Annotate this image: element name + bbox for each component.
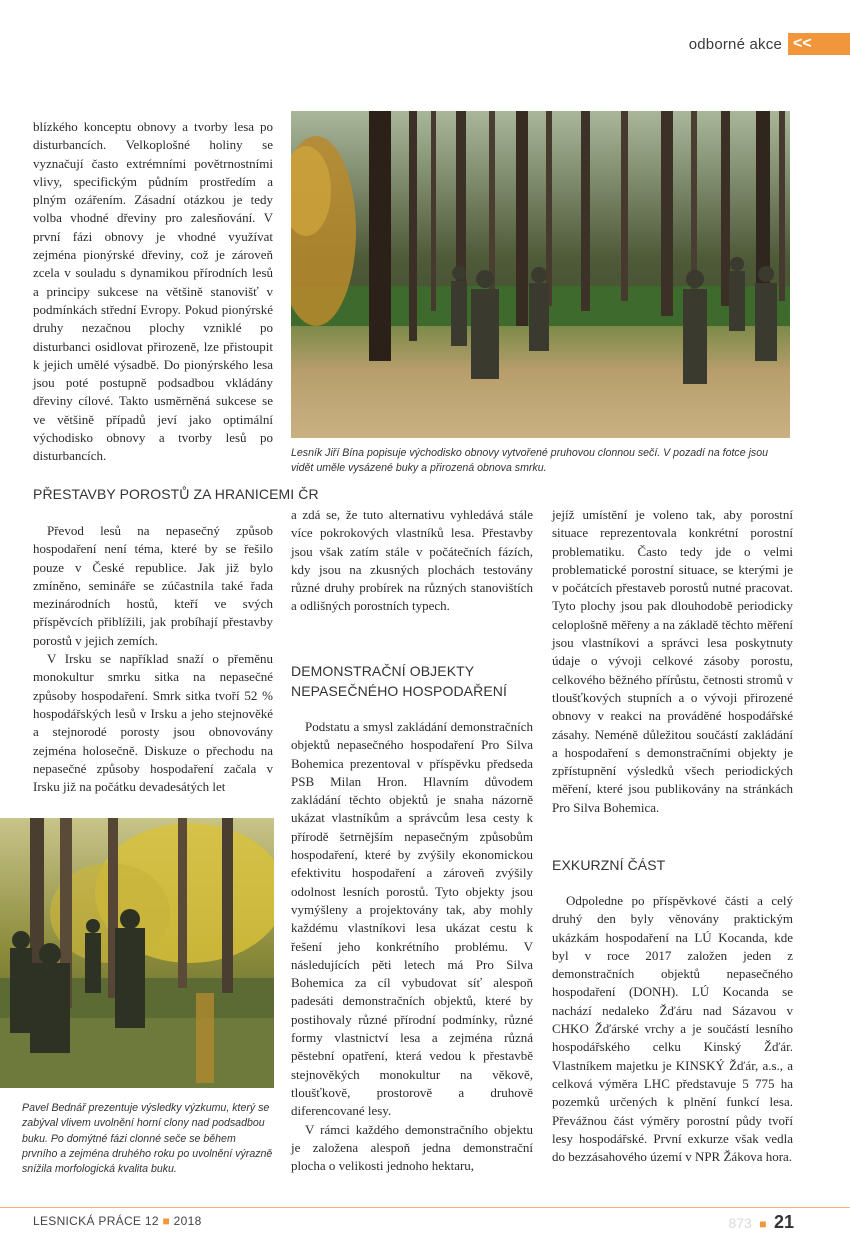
year: 2018 [173, 1214, 202, 1228]
paragraph: V rámci každého demonstračního objektu je založena alespoň jedna demonstrační plocha o velikosti jednoho hektaru, [291, 1121, 533, 1174]
paragraph: Převod lesů na nepasečný způsob hospodaření není téma, které by se řešilo pouze v České republice. Jak již bylo zmíněno, semináře se zúčastnila také řada mezinárodních hostů, kteří ve svých příspěvcích přiblížili, jak probíhají přestavby porostů v jejich zemích. [33, 523, 273, 648]
section-heading: EXKURZNÍ ČÁST [552, 857, 666, 873]
magazine-name: LESNICKÁ PRÁCE [33, 1214, 142, 1228]
footer-bullet: ■ [162, 1214, 171, 1228]
footer-page [728, 1212, 794, 1233]
forest-illustration [0, 818, 274, 1088]
paragraph: a zdá se, že tuto alternativu vyhledává stále více pokrokových vlastníků lesa. Přestavby jsou však zatím stále v počátečních fázích, kdy jsou na zkusných plochách testovány různé druhy probírek na různých stanovištích a odlišných porostních typech. [291, 507, 533, 614]
section-tab-chevron-icon: << [788, 33, 850, 55]
column-2-top [291, 506, 533, 616]
section-heading-line: NEPASEČNÉHO HOSPODAŘENÍ [291, 683, 507, 699]
section-heading [291, 661, 507, 701]
page-number: 21 [773, 1212, 794, 1232]
footer-publication [33, 1214, 202, 1228]
forest-photo-1 [291, 111, 790, 438]
column-3-top [552, 506, 793, 817]
running-page-number: 873 [728, 1215, 752, 1231]
issue-number: 12 [144, 1214, 159, 1228]
section-heading: PŘESTAVBY POROSTŮ ZA HRANICEMI ČR [33, 486, 319, 502]
section-label: odborné akce [688, 36, 782, 53]
paragraph: blízkého konceptu obnovy a tvorby lesa po disturbancích. Velkoplošné holiny se vyznačují často extrémními povětrnostními vlivy, specifickým půdním prostředím a plným ozářením. Zásadní otázkou je tedy volba vhodné dřeviny pro zalesňování. V první fázi obnovy je vhodné využívat zejména pionýrské dřeviny, což je zároveň zcela v souladu s dynamikou přírodních lesů a principy sukcese na většině stanovišť v podmínkách střední Evropy. Pokud pionýrské druhy nezačnou plochy vzniklé po disturbanci osidlovat přirozeně, lze přistoupit k jejich umělé výsadbě. Do pionýrského lesa jsou poté postupně podsadbou vkládány dřeviny cílové. Takto usměrněná sukcese se ve většině případů jeví jako optimální východisko obnovy a tvorby lesů po disturbancích. [33, 119, 273, 464]
column-1-section-1 [33, 522, 273, 796]
footer-bullet: ■ [759, 1217, 767, 1231]
column-3-section-3 [552, 892, 793, 1166]
photo-1-caption: Lesník Jiří Bína popisuje východisko obnovy vytvořené pruhovou clonnou sečí. V pozadí na fotce jsou vidět uměle vysázené buky a přirozená obnova smrku. [291, 447, 769, 475]
forest-illustration [291, 111, 790, 438]
photo-2-caption: Pavel Bednář prezentuje výsledky výzkumu, který se zabýval vlivem uvolnění horní clony nad podsadbou buku. Po domýtné fázi clonné seče se během prvního a zejména druhého roku po uvolnění výrazně snížila morfologická kvalita buku. [22, 1102, 273, 1176]
paragraph: Odpoledne po příspěvkové části a celý druhý den byly věnovány praktickým ukázkám hospodaření na LÚ Kocanda, kde byl v roce 2017 založen jeden z demonstračních objektů nepasečného hospodaření (DONH). LÚ Kocanda se nachází nedaleko Žďáru nad Sázavou v CHKO Žďárské vrchy a je součástí lesního hospodářského celku Kinský Žďár. Vlastníkem majetku je KINSKÝ Žďár, a.s., a celková výměra LHC představuje 5 775 ha pozemků určených k plnění funkcí lesa. Převážnou část výměry porostní půdy tvoří lesy hospodářské. První exkurze však vedla do bezzásahového území v NPR Žákova hora. [552, 893, 793, 1165]
section-heading-line: DEMONSTRAČNÍ OBJEKTY [291, 663, 475, 679]
forest-photo-2 [0, 818, 274, 1088]
paragraph: jejíž umístění je voleno tak, aby porostní situace reprezentovala konkrétní porostní problematiku. Často tedy jde o velmi problematické porostní situace, se kterými je v počátcích přestaveb porostů nutné pracovat. Tyto plochy jsou pak dlouhodobě periodicky celoplošně měřeny a na základě těchto měření jsou vlastníkovi a správci lesa poskytnuty údaje o vývoji celkové zásoby porostu, celkového běžného přírůstu, četnosti stromů v tloušťkových stupních a o vývoji přirozené obnovy v reakci na prováděné hospodářské zásahy. Neméně důležitou součástí zakládání a hospodaření s demonstračními objekty je zpřístupnění výsledků všech periodických měření, které jsou publikovány na stránkách Pro Silva Bohemica. [552, 507, 793, 815]
column-2-section-2 [291, 718, 533, 1175]
footer-rule [0, 1207, 850, 1208]
paragraph: V Irsku se například snaží o přeměnu monokultur smrku sitka na nepasečné způsoby hospodaření. Smrk sitka tvoří 52 % hospodářských lesů v Irsku a jeho stejnověké a stejnorodé porosty jsou obnovovány zejména holosečně. Diskuze o přechodu na nepasečné způsoby hospodaření začala v Irsku již na počátku devadesátých let [33, 651, 273, 795]
column-1-top [33, 118, 273, 466]
paragraph: Podstatu a smysl zakládání demonstračních objektů nepasečného hospodaření Pro Silva Bohemica prezentoval v příspěvku předseda PSB Milan Hron. Hlavním důvodem zakládání těchto objektů je snaha názorně ukázat vlastníkům a správcům lesa cesty k přírodě šetrnějším nepasečným způsobům hospodaření, které by zvýšily ekonomickou efektivitu hospodaření a zároveň zvýšily odolnost lesních porostů. Tyto objekty jsou vymýšleny a projektovány tak, aby mohly každému vlastníkovi lesa ukázat cestu k řešení jeho konkrétního problému. V následujících pěti letech má Pro Silva Bohemica za cíl vybudovat síť alespoň padesáti demonstračních objektů, které by postihovaly různé přírodní podmínky, různé formy vlastnictví lesa a zejména různá pěstební opatření, která vedou k přestavbě stejnověkých monokultur na věkově, tloušťkově, prostorově a druhově diferencované lesy. [291, 719, 533, 1119]
